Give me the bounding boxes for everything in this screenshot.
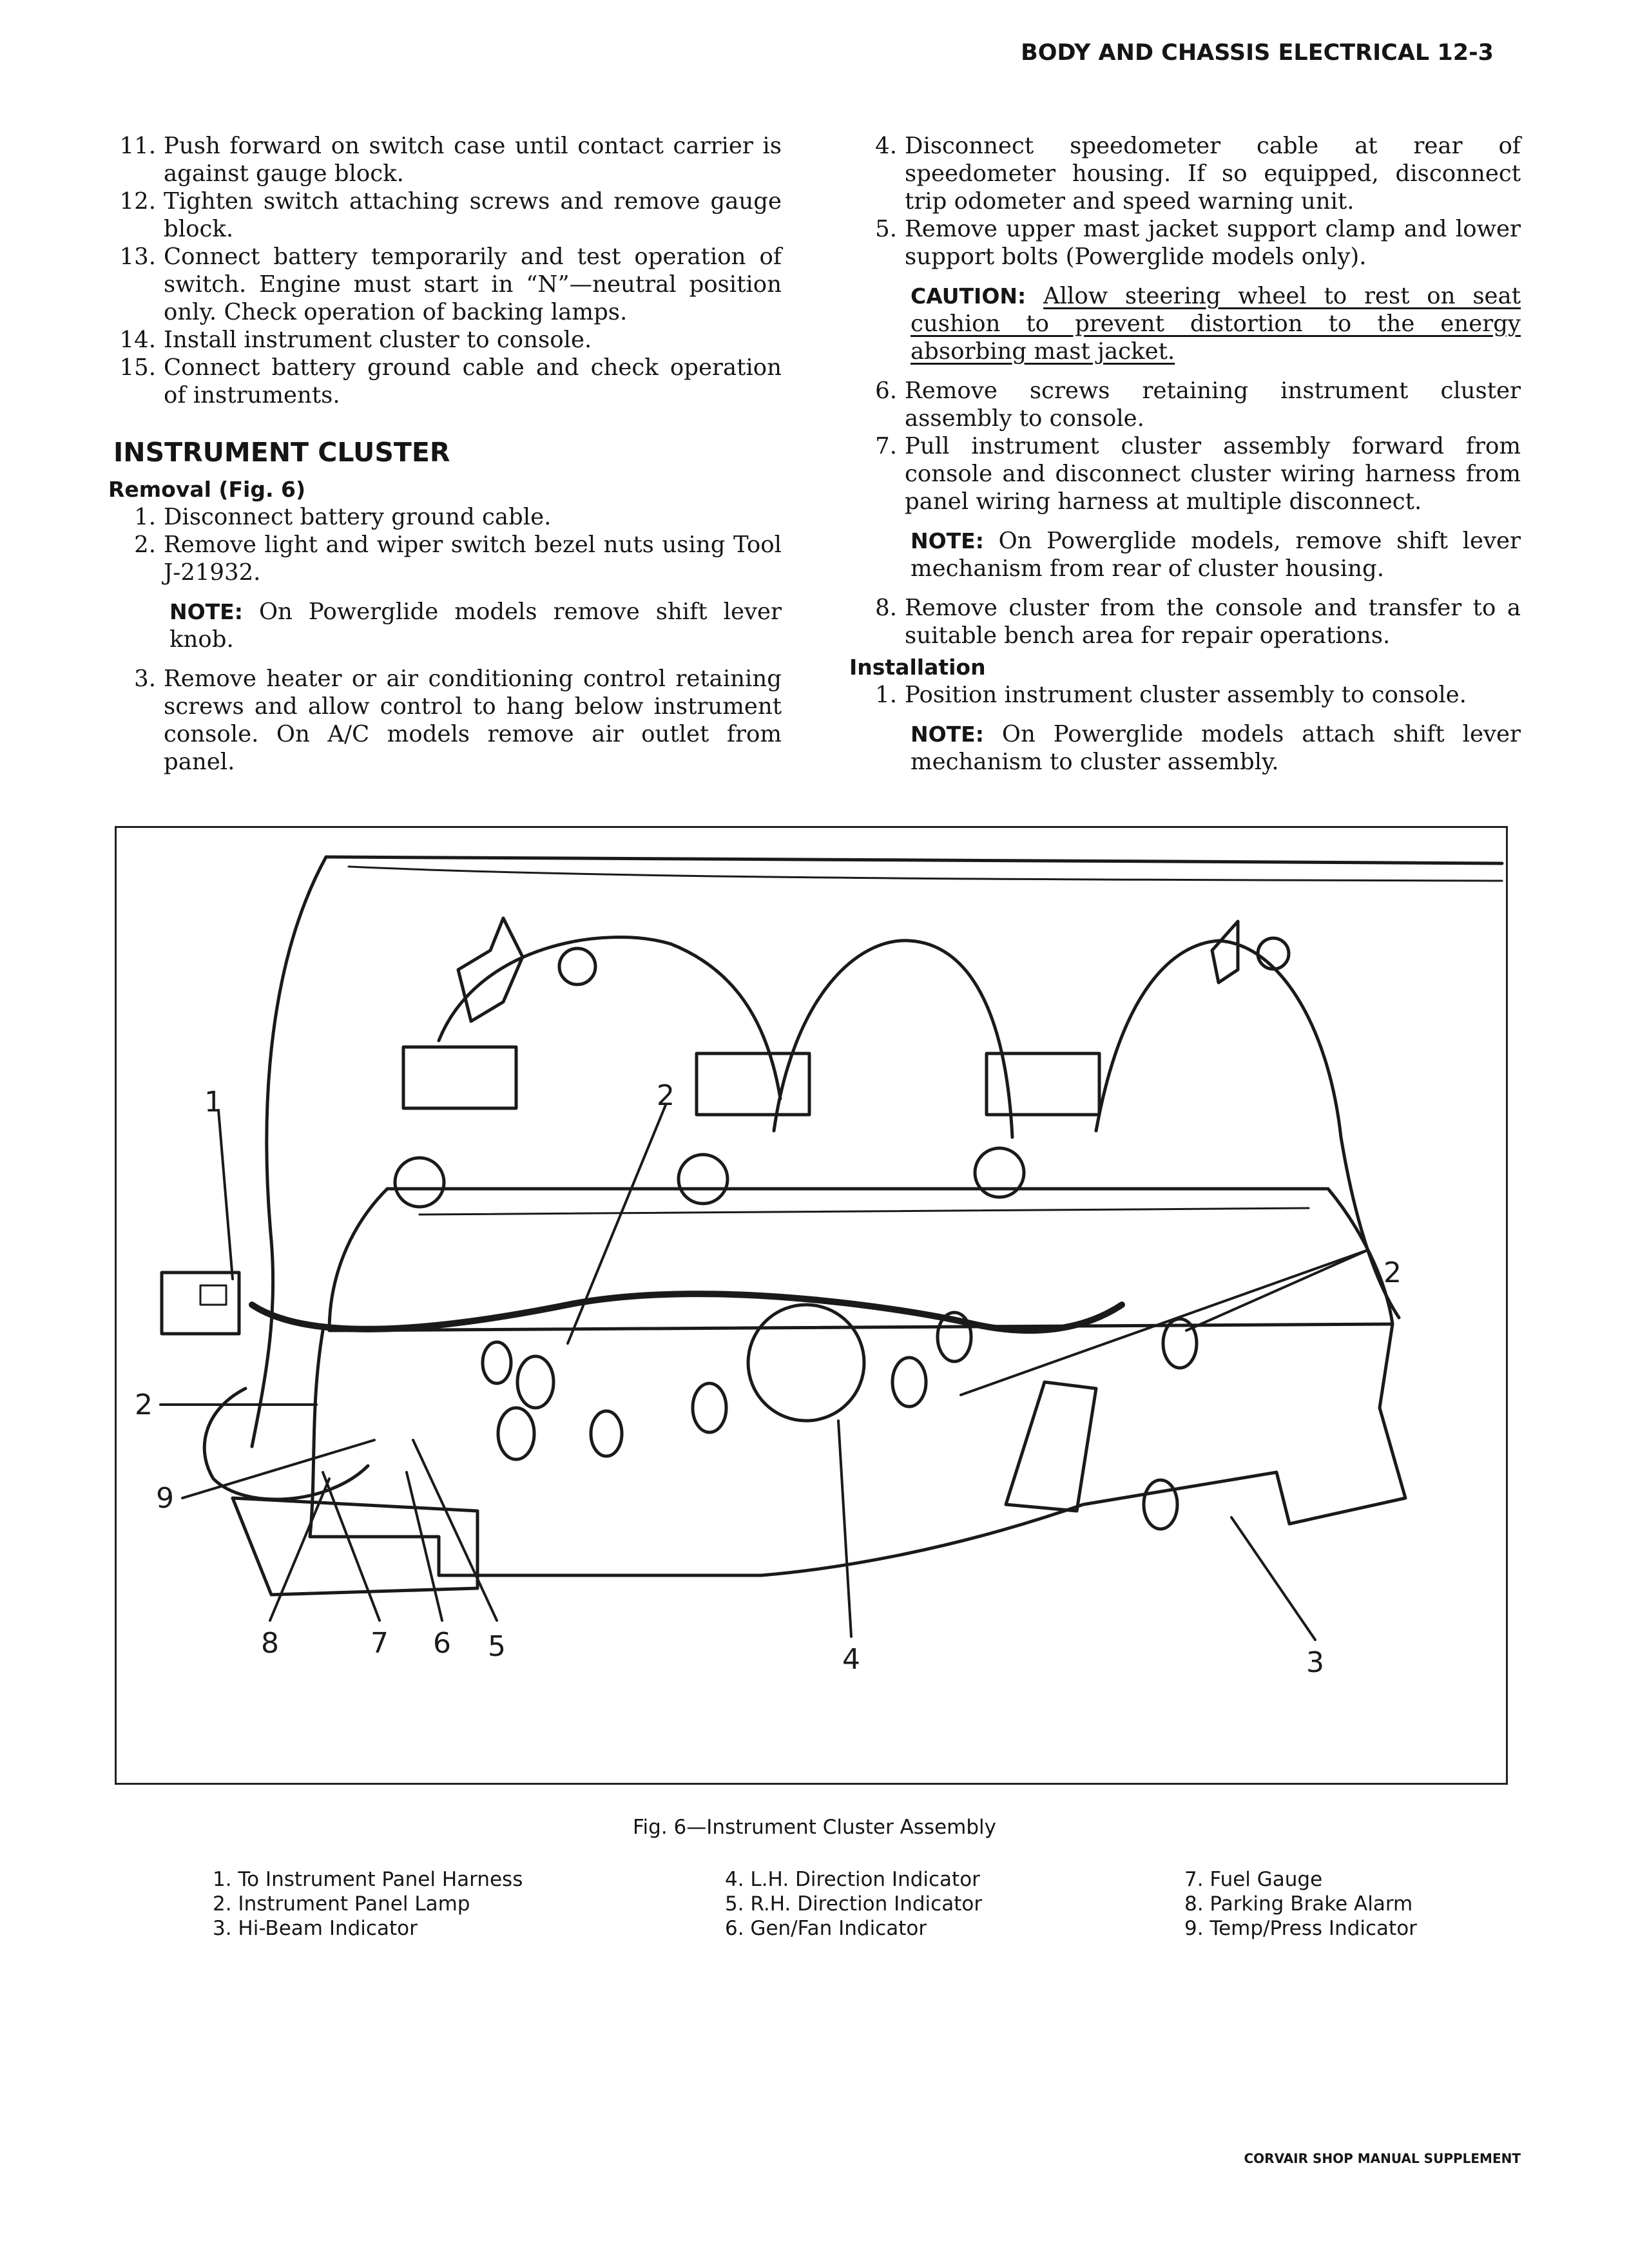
step-11 bbox=[108, 132, 782, 187]
hood-screw-left bbox=[559, 948, 595, 985]
removal-step-3 bbox=[108, 665, 782, 776]
bulb-socket bbox=[591, 1411, 622, 1456]
step-text: Disconnect speedometer cable at rear of speedometer housing. If so equipped, disconnect trip odometer and speed warning unit. bbox=[905, 133, 1521, 215]
step-text: Tighten switch attaching screws and remove gauge block. bbox=[164, 188, 782, 242]
callout-9: 9 bbox=[156, 1482, 174, 1515]
leader-1 bbox=[218, 1110, 233, 1279]
caution bbox=[849, 282, 1521, 365]
note bbox=[108, 598, 782, 653]
step-text: Remove screws retaining instrument cluster assembly to console. bbox=[905, 378, 1521, 432]
step-text: Remove heater or air conditioning control retaining screws and allow control to hang below instrument console. On A/C models remove air outlet from panel. bbox=[164, 666, 782, 775]
removal-heading: Removal (Fig. 6) bbox=[108, 477, 306, 502]
gauge-hood-right bbox=[1096, 941, 1399, 1318]
legend-item: 4. L.H. Direction Indicator bbox=[725, 1868, 980, 1891]
removal-step-4 bbox=[849, 132, 1521, 215]
callout-5: 5 bbox=[488, 1630, 506, 1663]
step-14 bbox=[108, 326, 782, 354]
bulb-socket bbox=[517, 1356, 554, 1408]
bulb-socket bbox=[498, 1408, 534, 1459]
connector-latch bbox=[200, 1285, 226, 1305]
removal-step-2 bbox=[108, 531, 782, 586]
right-column bbox=[849, 132, 1521, 787]
caution-label: CAUTION: bbox=[911, 284, 1027, 309]
install-step-1 bbox=[849, 681, 1521, 709]
page-footer: CORVAIR SHOP MANUAL SUPPLEMENT bbox=[1244, 2151, 1521, 2166]
note bbox=[849, 527, 1521, 582]
bulb-socket-block-center bbox=[697, 1053, 809, 1115]
step-number: 1. bbox=[134, 504, 156, 530]
hood-tab-right bbox=[1212, 921, 1238, 983]
legend-column-3 bbox=[1184, 1867, 1417, 1941]
legend-item: 7. Fuel Gauge bbox=[1184, 1868, 1323, 1891]
callout-2-top: 2 bbox=[657, 1079, 675, 1112]
bulb-socket bbox=[892, 1358, 926, 1407]
mounting-nut-left bbox=[395, 1158, 444, 1207]
legend-item: 1. To Instrument Panel Harness bbox=[213, 1868, 523, 1891]
step-text: Install instrument cluster to console. bbox=[164, 327, 592, 353]
hood-screw-right bbox=[1258, 938, 1289, 969]
leader-5 bbox=[413, 1440, 497, 1620]
step-text: Push forward on switch case until contact carrier is against gauge block. bbox=[164, 133, 782, 187]
legend-item: 8. Parking Brake Alarm bbox=[1184, 1892, 1413, 1916]
dash-lip bbox=[349, 867, 1502, 881]
step-text: Position instrument cluster assembly to console. bbox=[905, 682, 1467, 708]
legend-column-1 bbox=[213, 1867, 523, 1941]
step-text: Remove upper mast jacket support clamp and lower support bolts (Powerglide models only). bbox=[905, 216, 1521, 270]
callout-2-right: 2 bbox=[1383, 1256, 1402, 1289]
leader-7 bbox=[323, 1472, 380, 1620]
section-heading: INSTRUMENT CLUSTER bbox=[113, 437, 450, 468]
page-header: BODY AND CHASSIS ELECTRICAL 12-3 bbox=[1021, 40, 1494, 66]
bulb-socket-block-left bbox=[403, 1047, 516, 1108]
callout-4: 4 bbox=[842, 1643, 860, 1676]
leader-4 bbox=[838, 1421, 851, 1637]
removal-step-5 bbox=[849, 215, 1521, 271]
leader-2-right-a bbox=[961, 1250, 1368, 1395]
bulb-socket bbox=[483, 1342, 511, 1383]
bulb-socket bbox=[693, 1383, 726, 1432]
dash-top-edge bbox=[326, 857, 1502, 863]
removal-step-1 bbox=[108, 503, 782, 531]
instrument-cluster-figure bbox=[115, 826, 1508, 1785]
legend-item: 9. Temp/Press Indicator bbox=[1184, 1917, 1417, 1940]
callout-8: 8 bbox=[261, 1627, 279, 1660]
legend-item: 2. Instrument Panel Lamp bbox=[213, 1892, 470, 1916]
step-number: 4. bbox=[875, 133, 897, 159]
step-13 bbox=[108, 243, 782, 326]
callout-1: 1 bbox=[204, 1086, 222, 1119]
step-number: 6. bbox=[875, 378, 897, 404]
leader-2-top bbox=[568, 1105, 666, 1343]
step-number: 13. bbox=[119, 244, 156, 270]
leader-6 bbox=[407, 1472, 442, 1620]
speedometer-fitting bbox=[1006, 1382, 1096, 1511]
left-column bbox=[108, 132, 782, 776]
step-number: 11. bbox=[119, 133, 156, 159]
step-number: 12. bbox=[119, 188, 156, 215]
leader-2-right-b bbox=[1186, 1250, 1368, 1331]
step-12 bbox=[108, 187, 782, 243]
mounting-nut-center bbox=[679, 1155, 728, 1204]
legend-column-2 bbox=[725, 1867, 982, 1941]
note-label: NOTE: bbox=[169, 599, 243, 624]
legend-item: 5. R.H. Direction Indicator bbox=[725, 1892, 983, 1916]
caution-text: Allow steering wheel to rest on seat cushion to prevent distortion to the energy absorbing mast jacket. bbox=[911, 283, 1521, 365]
legend-item: 6. Gen/Fan Indicator bbox=[725, 1917, 927, 1940]
step-number: 5. bbox=[875, 216, 897, 242]
bulb-socket bbox=[1144, 1480, 1177, 1529]
callout-7: 7 bbox=[371, 1627, 389, 1660]
step-number: 1. bbox=[875, 682, 897, 708]
gauge-hood-left bbox=[439, 937, 780, 1099]
wiring-harness bbox=[252, 1294, 1122, 1331]
step-text: Connect battery temporarily and test operation of switch. Engine must start in “N”—neutral position only. Check operation of backing lamps. bbox=[164, 244, 782, 325]
note bbox=[849, 720, 1521, 776]
cluster-lower-shell bbox=[310, 1324, 1405, 1575]
step-number: 3. bbox=[134, 666, 156, 692]
callout-2-left: 2 bbox=[135, 1389, 153, 1421]
step-number: 14. bbox=[119, 327, 156, 353]
step-text: Remove cluster from the console and transfer to a suitable bench area for repair operations. bbox=[905, 595, 1521, 649]
removal-step-6 bbox=[849, 377, 1521, 432]
installation-heading: Installation bbox=[849, 655, 986, 680]
leader-3 bbox=[1231, 1517, 1315, 1640]
callout-labels bbox=[135, 1079, 1402, 1679]
housing-ridge bbox=[419, 1208, 1309, 1215]
mounting-bracket bbox=[233, 1498, 477, 1595]
step-text: Remove light and wiper switch bezel nuts using Tool J-21932. bbox=[164, 532, 782, 586]
hood-tab-left bbox=[458, 918, 523, 1021]
legend-item: 3. Hi-Beam Indicator bbox=[213, 1917, 418, 1940]
step-text: Disconnect battery ground cable. bbox=[164, 504, 552, 530]
cluster-illustration bbox=[117, 828, 1506, 1783]
removal-step-8 bbox=[849, 594, 1521, 649]
step-15 bbox=[108, 354, 782, 409]
step-number: 7. bbox=[875, 433, 897, 459]
note-text: On Powerglide models, remove shift lever mechanism from rear of cluster housing. bbox=[911, 528, 1521, 582]
step-number: 2. bbox=[134, 532, 156, 558]
note-text: On Powerglide models attach shift lever mechanism to cluster assembly. bbox=[911, 721, 1521, 775]
step-text: Connect battery ground cable and check operation of instruments. bbox=[164, 354, 782, 408]
removal-step-7 bbox=[849, 432, 1521, 515]
callout-leaders bbox=[160, 1105, 1368, 1640]
note-label: NOTE: bbox=[911, 722, 984, 747]
note-label: NOTE: bbox=[911, 528, 984, 553]
step-number: 15. bbox=[119, 354, 156, 381]
note-text: On Powerglide models remove shift lever knob. bbox=[169, 599, 782, 653]
speedometer-boss bbox=[748, 1305, 864, 1421]
dash-left-edge bbox=[252, 857, 326, 1446]
figure-caption: Fig. 6—Instrument Cluster Assembly bbox=[632, 1816, 996, 1839]
callout-3: 3 bbox=[1306, 1646, 1324, 1679]
step-number: 8. bbox=[875, 595, 897, 621]
callout-6: 6 bbox=[433, 1627, 451, 1660]
leader-9 bbox=[182, 1440, 374, 1498]
step-text: Pull instrument cluster assembly forward from console and disconnect cluster wiring harness from panel wiring harness at multiple disconnect. bbox=[905, 433, 1521, 515]
